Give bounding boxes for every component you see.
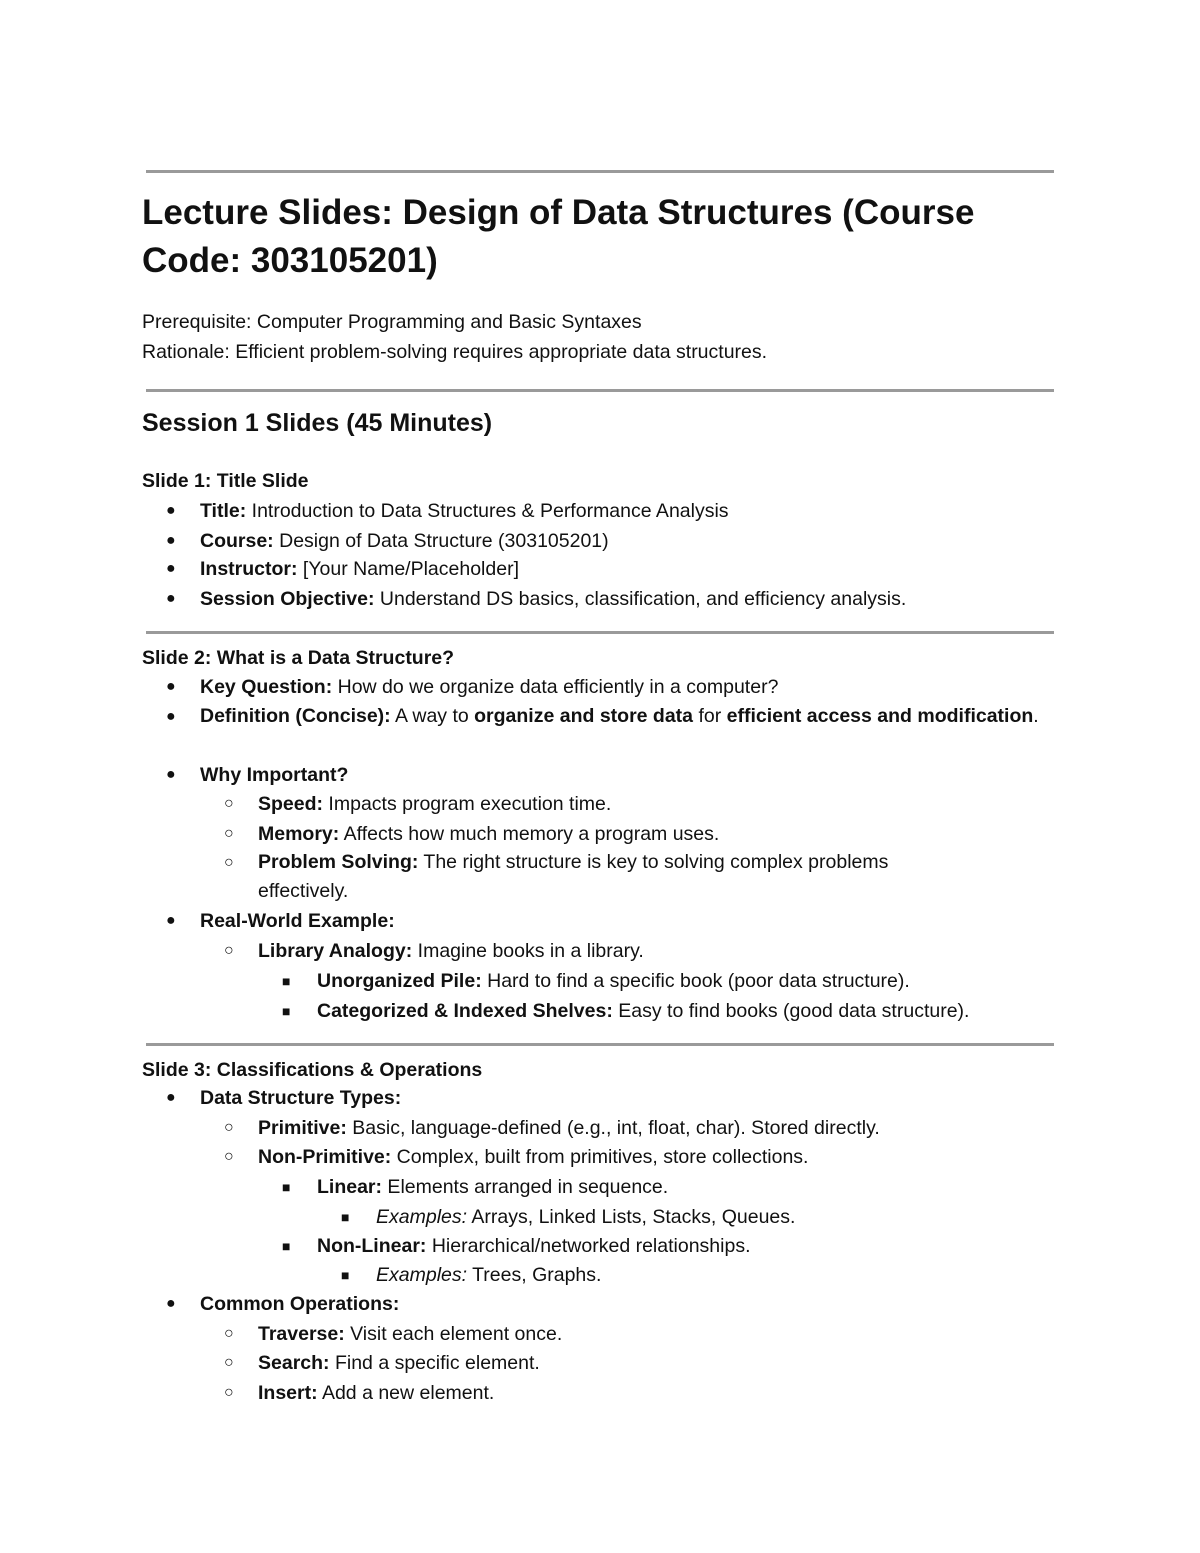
list-item: ■ Examples: Trees, Graphs. — [376, 1260, 1056, 1290]
list-item: ○ Speed: Impacts program execution time. — [258, 789, 1058, 819]
list-item: ○ Primitive: Basic, language-defined (e.g., int, float, char). Stored directly. — [258, 1113, 1058, 1143]
bullet-icon: ○ — [224, 1119, 234, 1136]
divider — [146, 389, 1054, 392]
list-item: ● Common Operations: — [200, 1289, 1060, 1319]
bullet-icon: ● — [166, 912, 176, 929]
list-item: ● Definition (Concise): A way to organize and store data for efficient access and modification. — [200, 702, 1060, 731]
bullet-icon: ■ — [282, 973, 291, 989]
list-item: ■ Non-Linear: Hierarchical/networked relationships. — [317, 1231, 1062, 1261]
bullet-icon: ○ — [224, 1148, 234, 1165]
bullet-icon: ● — [166, 678, 176, 695]
bullet-icon: ● — [166, 560, 176, 577]
list-item: ○ Traverse: Visit each element once. — [258, 1319, 1058, 1349]
list-item: ○ Problem Solving: The right structure is key to solving complex problems effectively. — [258, 848, 978, 906]
bullet-icon: ● — [166, 1089, 176, 1106]
document-title: Lecture Slides: Design of Data Structures (Course Code: 303105201) — [142, 193, 975, 280]
divider — [146, 1043, 1054, 1046]
list-item: ■ Unorganized Pile: Hard to find a specific book (poor data structure). — [317, 966, 1062, 996]
list-item: ○ Library Analogy: Imagine books in a library. — [258, 936, 1058, 966]
divider — [146, 631, 1054, 634]
bullet-icon: ■ — [341, 1209, 350, 1225]
list-item: ■ Linear: Elements arranged in sequence. — [317, 1172, 1062, 1202]
list-item: ● Instructor: [Your Name/Placeholder] — [200, 554, 1060, 584]
list-item: ■ Examples: Arrays, Linked Lists, Stacks, Queues. — [376, 1202, 1056, 1232]
prerequisite-text: Prerequisite: Computer Programming and Basic Syntaxes — [142, 311, 642, 333]
bullet-icon: ○ — [224, 1325, 234, 1342]
list-item: ● Session Objective: Understand DS basics, classification, and efficiency analysis. — [200, 584, 1060, 614]
list-item: ○ Search: Find a specific element. — [258, 1348, 1058, 1378]
bullet-icon: ○ — [224, 942, 234, 959]
divider — [146, 170, 1054, 173]
bullet-icon: ○ — [224, 1354, 234, 1371]
list-item: ○ Non-Primitive: Complex, built from primitives, store collections. — [258, 1142, 1058, 1172]
bullet-icon: ● — [166, 532, 176, 549]
rationale-text: Rationale: Efficient problem-solving requires appropriate data structures. — [142, 341, 768, 363]
list-item: ● Why Important? — [200, 760, 1060, 790]
bullet-icon: ○ — [224, 854, 234, 871]
slide2-heading: Slide 2: What is a Data Structure? — [142, 647, 455, 669]
bullet-icon: ● — [166, 502, 176, 519]
list-item: ● Data Structure Types: — [200, 1083, 1060, 1113]
bullet-icon: ○ — [224, 795, 234, 812]
list-item: ● Real-World Example: — [200, 906, 1060, 936]
bullet-icon: ● — [166, 708, 176, 725]
list-item: ● Key Question: How do we organize data efficiently in a computer? — [200, 672, 1060, 702]
list-item: ○ Memory: Affects how much memory a program uses. — [258, 819, 1058, 849]
bullet-icon: ■ — [282, 1179, 291, 1195]
list-item: ○ Insert: Add a new element. — [258, 1378, 1058, 1408]
slide3-heading: Slide 3: Classifications & Operations — [142, 1059, 483, 1081]
bullet-icon: ● — [166, 766, 176, 783]
bullet-icon: ■ — [341, 1267, 350, 1283]
bullet-icon: ● — [166, 590, 176, 607]
list-item: ● Course: Design of Data Structure (303105201) — [200, 526, 1060, 556]
bullet-icon: ■ — [282, 1238, 291, 1254]
bullet-icon: ■ — [282, 1003, 291, 1019]
bullet-icon: ○ — [224, 1384, 234, 1401]
bullet-icon: ○ — [224, 825, 234, 842]
bullet-icon: ● — [166, 1295, 176, 1312]
list-item: ● Title: Introduction to Data Structures & Performance Analysis — [200, 496, 1060, 526]
session-heading: Session 1 Slides (45 Minutes) — [142, 409, 493, 437]
list-item: ■ Categorized & Indexed Shelves: Easy to find books (good data structure). — [317, 996, 1062, 1026]
slide1-heading: Slide 1: Title Slide — [142, 470, 309, 492]
